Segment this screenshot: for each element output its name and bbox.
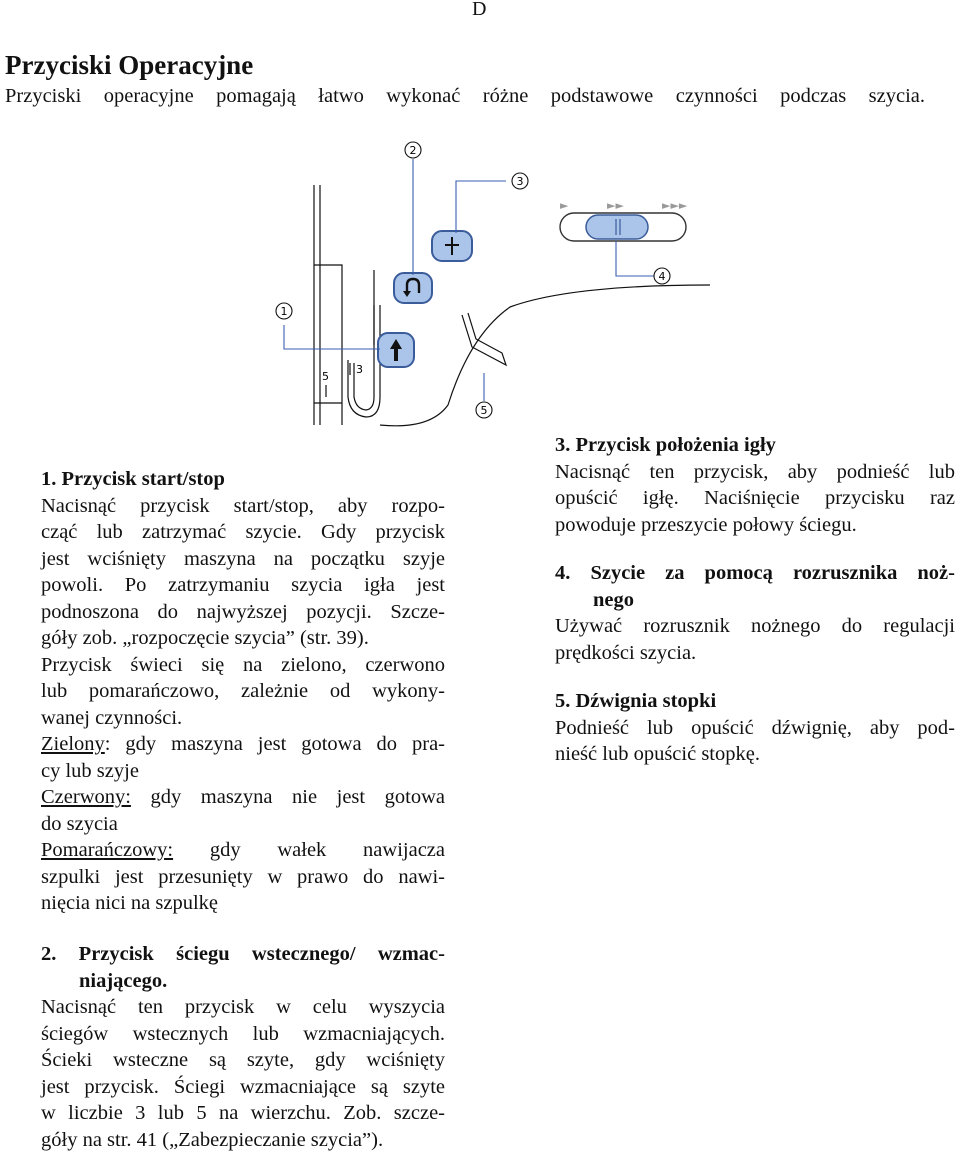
red-text: gdy maszyna nie jest gotowa bbox=[130, 786, 445, 808]
mark-3: 3 bbox=[356, 363, 363, 376]
svg-text:5: 5 bbox=[480, 404, 488, 417]
section-reverse-stitch bbox=[41, 941, 445, 1153]
intro-paragraph: Przyciski operacyjne pomagają łatwo wykonać różne podstawowe czynności podczas szycia. bbox=[5, 85, 925, 107]
section-heading-presser-lever: 5. Dźwignia stopki bbox=[555, 690, 717, 712]
callout-4 bbox=[654, 268, 670, 284]
operation-buttons-figure bbox=[270, 135, 710, 430]
body-line: Przycisk świeci się na zielono, czerwono bbox=[41, 653, 445, 676]
body-line: cy lub szyje bbox=[41, 759, 139, 782]
body-line: Nacisnąć ten przycisk, aby podnieść lub bbox=[555, 460, 955, 483]
section-heading-needle: 3. Przycisk położenia igły bbox=[555, 434, 776, 456]
svg-text:1: 1 bbox=[280, 305, 288, 318]
body-line: w liczbie 3 lub 5 na wierzchu. Zob. szcze- bbox=[41, 1102, 445, 1124]
body-line: góły zob. „rozpoczęcie szycia” (str. 39). bbox=[41, 627, 369, 649]
orange-state-line bbox=[41, 837, 445, 864]
presser-foot-lever bbox=[462, 313, 506, 365]
green-text: : gdy maszyna jest gotowa do pra- bbox=[104, 733, 445, 755]
body-line: do szycia bbox=[41, 812, 118, 835]
orange-label: Pomarańczowy: bbox=[41, 839, 174, 861]
section-start-stop bbox=[41, 466, 445, 917]
body-line: Ścieki wsteczne są szyte, gdy wciśnięty bbox=[41, 1049, 445, 1071]
speed-slider-knob bbox=[586, 215, 648, 239]
body-line: góły na str. 41 („Zabezpieczanie szycia”). bbox=[41, 1128, 384, 1151]
svg-text:2: 2 bbox=[409, 144, 417, 157]
right-column bbox=[555, 432, 955, 768]
section-heading: 1. Przycisk start/stop bbox=[41, 468, 225, 490]
body-line: Używać rozrusznik nożnego do regulacji bbox=[555, 615, 955, 637]
green-state-line bbox=[41, 731, 445, 758]
callout-1 bbox=[276, 303, 292, 319]
body-line: powoduje przeszycie połowy ściegu. bbox=[555, 513, 857, 536]
callout-2 bbox=[405, 142, 421, 158]
body-line: szpulki jest przesunięty w prawo do nawi- bbox=[41, 865, 445, 888]
speed-medium-icon: ►► bbox=[607, 199, 624, 212]
body-line: powoli. Po zatrzymaniu szycia igła jest bbox=[41, 574, 445, 596]
body-line: prędkości szycia. bbox=[555, 641, 697, 664]
section-heading-continued: nego bbox=[593, 588, 634, 611]
red-state-line bbox=[41, 784, 445, 811]
svg-text:4: 4 bbox=[658, 270, 666, 283]
body-line: Nacisnąć przycisk start/stop, aby rozpo- bbox=[41, 494, 445, 517]
callout-5 bbox=[476, 402, 492, 418]
body-line: nięcia nici na szpulkę bbox=[41, 892, 219, 914]
body-line: opuścić igłę. Naciśnięcie przycisku raz bbox=[555, 487, 955, 509]
body-line: Nacisnąć ten przycisk w celu wyszycia bbox=[41, 996, 445, 1018]
speed-fast-icon: ►►► bbox=[662, 199, 688, 212]
mark-5: 5 bbox=[322, 370, 329, 383]
body-line: Podnieść lub opuścić dźwignię, aby pod- bbox=[555, 716, 955, 739]
body-line: cząć lub zatrzymać szycie. Gdy przycisk bbox=[41, 521, 445, 543]
orange-text: gdy wałek nawijacza bbox=[173, 839, 445, 861]
body-line: jest przycisk. Ściegi wzmacniające są szyte bbox=[41, 1075, 445, 1098]
speed-slow-icon: ► bbox=[560, 199, 569, 212]
body-line: podnoszona do najwyższej pozycji. Szcze- bbox=[41, 600, 445, 623]
red-label: Czerwony: bbox=[41, 786, 131, 808]
page-title: Przyciski Operacyjne bbox=[5, 50, 254, 80]
body-line: wanej czynności. bbox=[41, 706, 183, 729]
section-heading-continued: niającego. bbox=[79, 969, 168, 992]
green-label: Zielony bbox=[41, 733, 105, 755]
body-line: ściegów wstecznych lub wzmacniających. bbox=[41, 1022, 445, 1045]
svg-text:3: 3 bbox=[516, 175, 524, 188]
section-heading-foot-control: 4. Szycie za pomocą rozrusznika noż- bbox=[555, 562, 955, 584]
body-line: jest wciśnięty maszyna na początku szyje bbox=[41, 547, 445, 570]
section-heading: 2. Przycisk ściegu wstecznego/ wzmac- bbox=[41, 943, 445, 965]
body-line: nieść lub opuścić stopkę. bbox=[555, 743, 760, 765]
reverse-stitch-button bbox=[394, 273, 432, 303]
callout-3 bbox=[512, 173, 528, 189]
page-letter: D bbox=[472, 0, 487, 20]
body-line: lub pomarańczowo, zależnie od wykony- bbox=[41, 680, 445, 702]
